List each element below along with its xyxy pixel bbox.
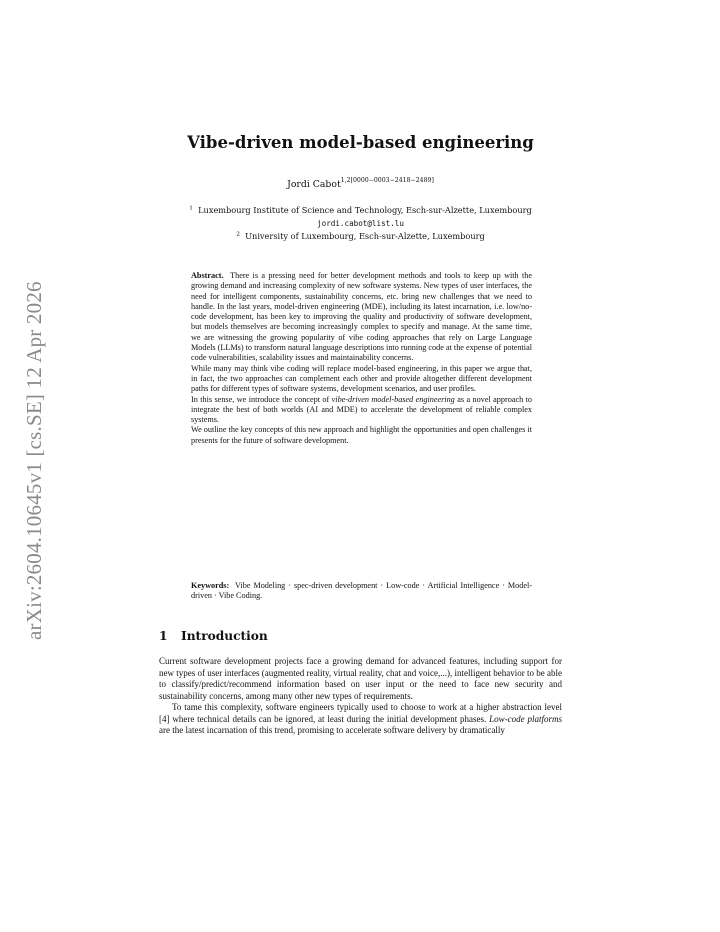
author-name: Jordi Cabot <box>287 179 341 191</box>
intro-text-2a: To tame this complexity, software engineers typically used to choose to work at a higher abstraction level [4] where technical details can be ignored, at least during the initial development phases. <box>159 702 562 724</box>
affiliation-2 <box>159 231 562 241</box>
abstract-label: Abstract. <box>191 271 224 280</box>
abstract-text-1: There is a pressing need for better development methods and tools to keep up with the growing demand and increasing complexity of new software systems. New types of user interfaces, the need for intelligent components, sustainability concerns, etc. bring new challenges that we need to handle. In the last years, model-driven engineering (MDE), including its latest incarnation, i.e. low/no-code development, has been key to improving the quality and productivity of software development, but models themselves are becoming increasingly complex to specify and manage. At the same time, we are witnessing the growing popularity of vibe coding approaches that rely on Large Language Models (LLMs) to transform natural language descriptions into running code at the expense of potential code vulnerabilities, scalability issues and maintainability concerns. <box>191 271 532 363</box>
abstract <box>191 271 532 446</box>
abstract-text-3a: In this sense, we introduce the concept of <box>191 394 332 404</box>
intro-paragraph-1: Current software development projects face a growing demand for advanced features, including support for new types of user interfaces (augmented reality, virtual reality, chat and voice,...), intelligent behavior to be able to classify/predict/recommend information based on user input or the need to face new security and sustainability concerns, among many other new types of requirements. <box>159 656 562 701</box>
section-number: 1 <box>159 629 168 643</box>
affiliation-2-marker: 2 <box>236 231 240 238</box>
introduction-body <box>159 656 562 737</box>
arxiv-identifier: arXiv:2604.10645v1 [cs.SE] 12 Apr 2026 <box>22 281 46 640</box>
author-email: jordi.cabot@list.lu <box>317 219 404 228</box>
intro-low-code-term: Low-code platforms <box>489 713 562 724</box>
affiliation-2-text: University of Luxembourg, Esch-sur-Alzette, Luxembourg <box>245 231 485 241</box>
abstract-text-3b: as a novel approach to integrate the best of both worlds (AI and MDE) to accelerate the development of reliable complex systems. <box>191 394 532 425</box>
keywords-label: Keywords: <box>191 581 230 590</box>
section-title: Introduction <box>181 629 268 643</box>
intro-text-2b: are the latest incarnation of this trend, promising to accelerate software delivery by dramatically <box>159 725 505 736</box>
affiliation-1 <box>159 205 562 215</box>
affiliation-1-text: Luxembourg Institute of Science and Technology, Esch-sur-Alzette, Luxembourg <box>198 205 532 215</box>
abstract-paragraph-4: We outline the key concepts of this new approach and highlight the opportunities and open challenges it presents for the future of software development. <box>191 425 532 445</box>
abstract-paragraph-2: While many may think vibe coding will replace model-based engineering, in this paper we argue that, in fact, the two approaches can complement each other and provide altogether different development paths for different types of software systems, development scenarios, and user profiles. <box>191 363 532 394</box>
keywords-text: Vibe Modeling · spec-driven development · Low-code · Artificial Intelligence · Model-driven · Vibe Coding. <box>191 581 532 601</box>
abstract-concept: vibe-driven model-based engineering <box>331 394 455 404</box>
affiliation-1-marker: 1 <box>189 205 193 212</box>
paper-title: Vibe-driven model-based engineering <box>187 133 534 152</box>
intro-paragraph-2 <box>159 702 562 737</box>
keywords <box>191 581 532 602</box>
section-heading <box>159 629 268 643</box>
abstract-paragraph-1 <box>191 271 532 364</box>
author-affiliation-orcid: 1,2[0000−0003−2418−2489] <box>340 177 434 184</box>
author-line <box>159 178 562 190</box>
abstract-paragraph-3 <box>191 395 532 426</box>
author-email-line <box>159 218 562 228</box>
